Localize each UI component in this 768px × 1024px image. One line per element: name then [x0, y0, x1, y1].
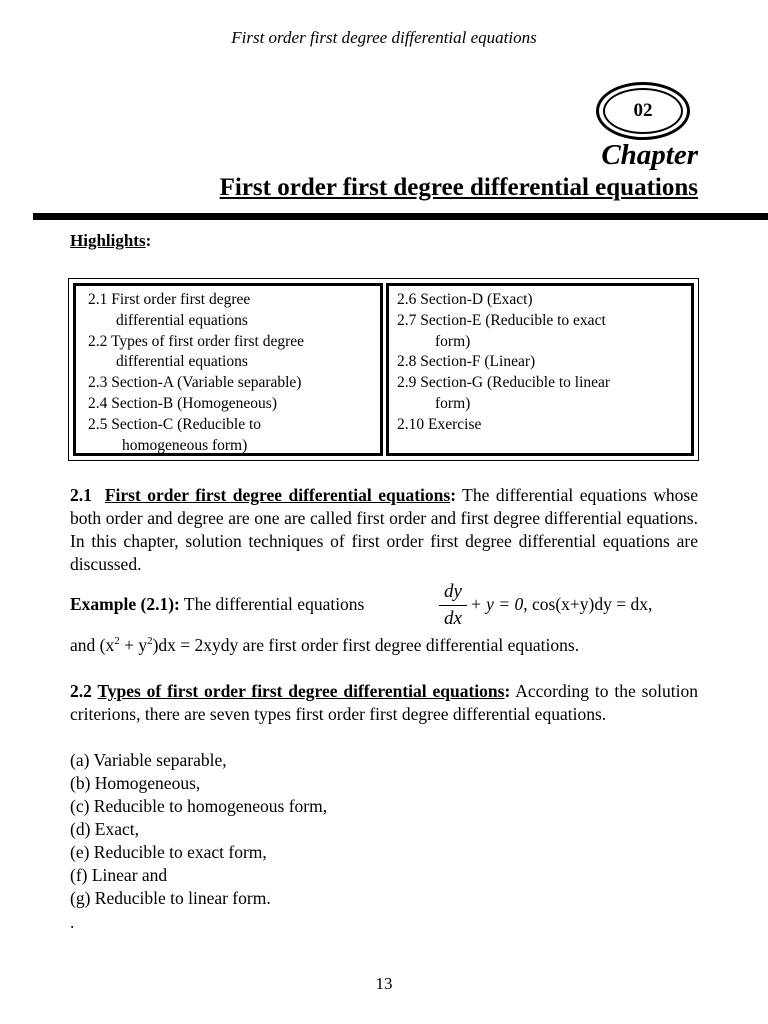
highlights-table: [68, 278, 699, 461]
section-colon: :: [450, 485, 457, 505]
trailing-dot: .: [70, 912, 75, 932]
highlight-item: [397, 352, 685, 373]
highlight-item-line: 2.1 First order first degree: [88, 291, 251, 308]
example-lead: [70, 594, 364, 615]
example-line-2-part: and (x: [70, 635, 115, 655]
superscript: 2: [114, 635, 120, 647]
highlights-right-column: [386, 283, 694, 456]
highlights-left-column: [73, 283, 383, 456]
section-2-2: [70, 680, 698, 726]
section-number: 2.1: [70, 485, 92, 505]
list-item: (a) Variable separable,: [70, 750, 227, 770]
list-item: (b) Homogeneous,: [70, 773, 201, 793]
list-item: (g) Reducible to linear form.: [70, 888, 271, 908]
highlight-item-line: differential equations: [116, 311, 248, 329]
highlight-item: [88, 332, 374, 374]
section-title: Types of first order first degree differential equations: [97, 681, 505, 701]
chapter-number-badge: 02: [603, 88, 683, 134]
highlight-item-line: homogeneous form): [122, 436, 248, 454]
list-item: (e) Reducible to exact form,: [70, 842, 267, 862]
superscript: 2: [147, 635, 153, 647]
section-number: 2.2: [70, 681, 92, 701]
chapter-label: Chapter: [601, 139, 698, 171]
section-title: First order first degree differential equations: [104, 485, 451, 505]
equation-rhs: + y = 0: [470, 594, 524, 614]
list-item: (f) Linear and: [70, 865, 168, 885]
highlight-item-line: 2.8 Section-F (Linear): [397, 353, 536, 371]
highlights-heading: [70, 231, 151, 251]
highlight-item: [397, 415, 685, 436]
example-2-1: [70, 580, 700, 632]
equation-continuation: , cos(x+y)dy = dx,: [523, 594, 653, 614]
highlight-item-line: 2.6 Section-D (Exact): [397, 291, 533, 308]
example-equation-rest: [470, 594, 652, 615]
example-line-2: [70, 635, 579, 656]
highlight-item: [397, 311, 685, 353]
highlight-item-line: 2.2 Types of first order first degree: [88, 332, 304, 350]
highlight-item-line: 2.7 Section-E (Reducible to exact: [397, 311, 606, 329]
highlight-item-line: 2.5 Section-C (Reducible to: [88, 415, 262, 433]
section-colon: :: [504, 681, 511, 701]
section-2-1-body: The differential equations whose both order and degree are one are called first order and first degree differential equations. In this chapter, solution techniques of first order first degree differential equations are discussed.: [70, 485, 698, 574]
highlights-colon: :: [145, 231, 152, 250]
example-line-2-part: + y: [119, 635, 148, 655]
running-header: First order first degree differential equations: [231, 28, 537, 47]
highlight-item: [397, 373, 685, 415]
fraction-bar: [439, 605, 467, 606]
example-text: The differential equations: [183, 594, 365, 614]
list-item: (d) Exact,: [70, 819, 139, 839]
highlight-item-line: 2.4 Section-B (Homogeneous): [88, 394, 277, 412]
highlight-item-line: form): [435, 394, 471, 412]
highlight-item: [397, 290, 685, 311]
page-number: 13: [375, 974, 393, 993]
list-item: (c) Reducible to homogeneous form,: [70, 796, 328, 816]
section-2-2-body: According to the solution criterions, there are seven types first order first degree differential equations.: [70, 681, 698, 724]
highlight-item-line: 2.9 Section-G (Reducible to linear: [397, 374, 611, 392]
section-2-1-heading: [70, 485, 456, 505]
highlight-item: [88, 290, 374, 332]
highlight-item: [88, 415, 374, 457]
highlight-item: [88, 373, 374, 394]
highlight-item-line: 2.3 Section-A (Variable separable): [88, 374, 302, 392]
chapter-divider: [33, 213, 768, 220]
section-2-2-heading: [70, 681, 510, 701]
highlights-label: Highlights: [70, 231, 146, 250]
section-2-1: [70, 484, 698, 576]
fraction-denominator: dx: [444, 608, 462, 629]
highlight-item-line: form): [435, 332, 471, 350]
example-label: Example (2.1):: [70, 594, 180, 614]
chapter-title: First order first degree differential equations: [219, 174, 698, 201]
example-line-2-part: )dx = 2xydy are first order first degree differential equations.: [152, 635, 580, 655]
highlight-item-line: differential equations: [116, 353, 248, 371]
highlight-item-line: 2.10 Exercise: [397, 415, 482, 433]
fraction-numerator: dy: [444, 581, 462, 602]
fraction-dy-dx: [439, 580, 467, 631]
highlight-item: [88, 394, 374, 415]
types-list: [70, 749, 327, 910]
